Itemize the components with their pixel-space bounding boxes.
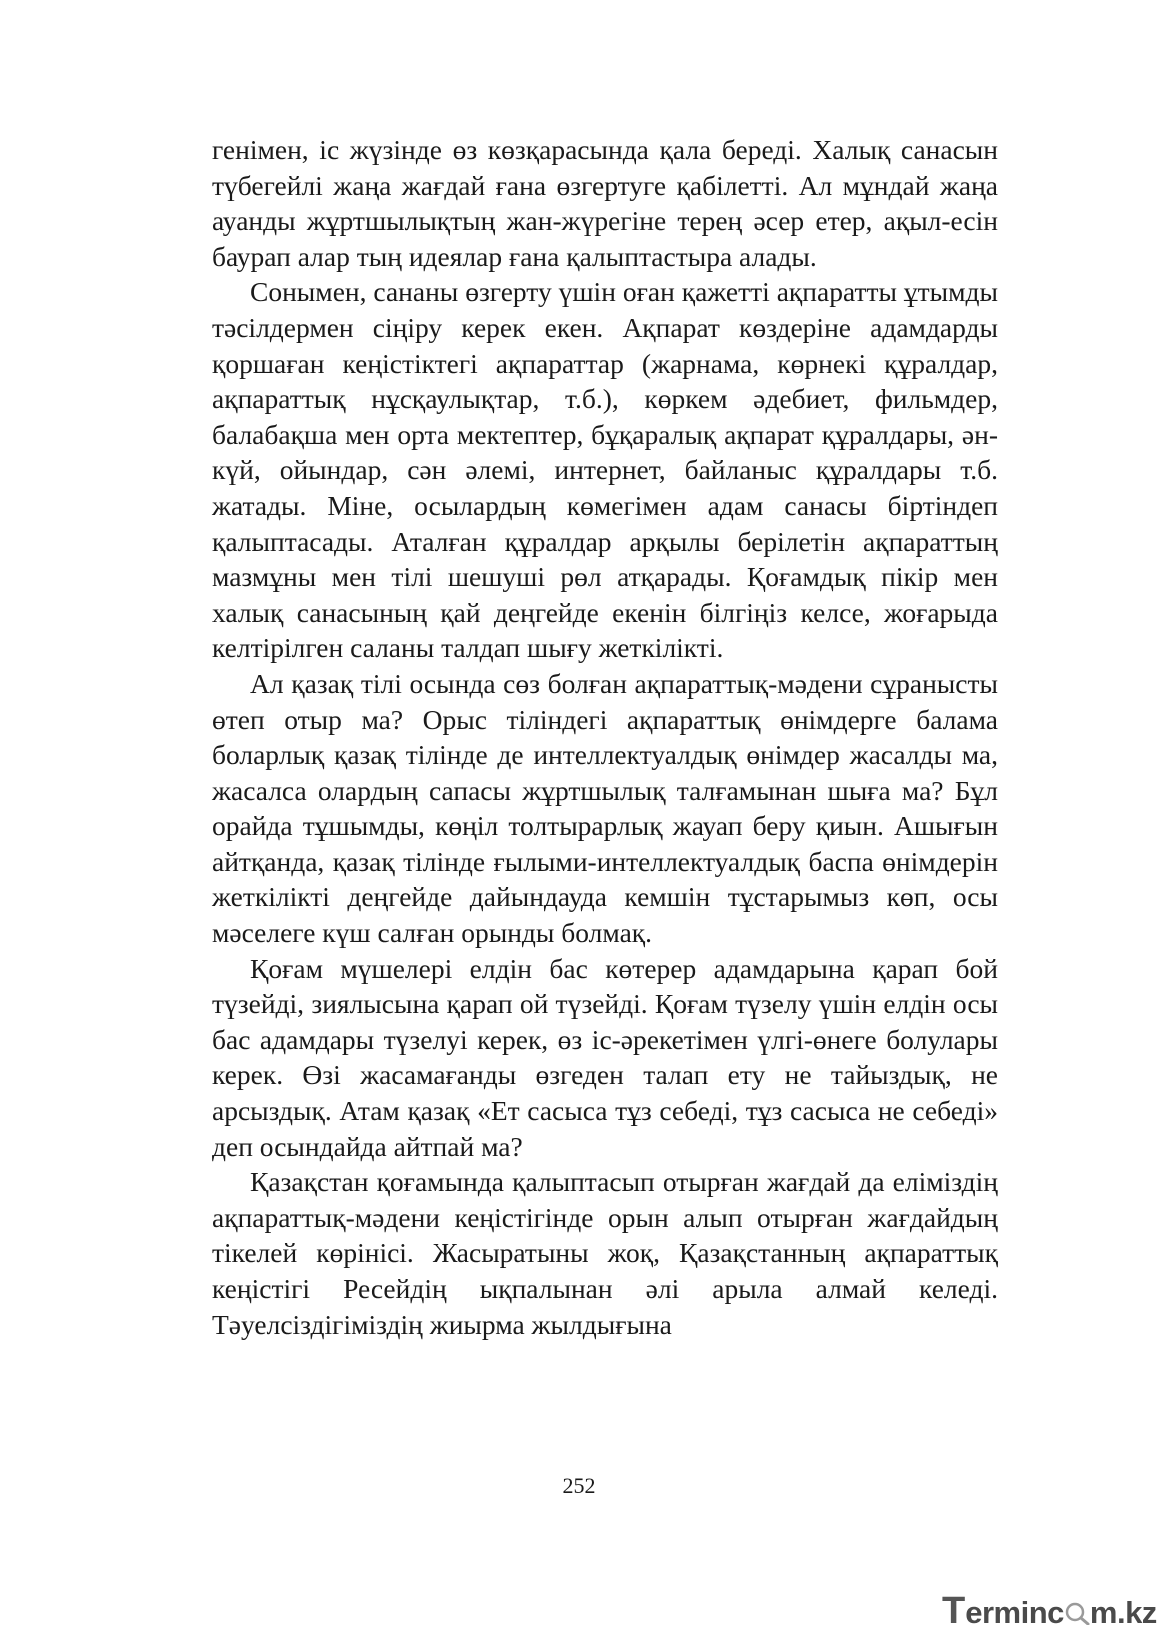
watermark-text-end: m.kz: [1089, 1595, 1157, 1630]
paragraph-2: Сонымен, сананы өзгерту үшін оған қажетті ақпаратты ұтымды тәсілдермен сіңіру керек екен. Ақпарат көздеріне адамдарды қоршаған кеңістіктегі ақпараттар (жарнама, көрнекі құралдар, ақпараттық нұсқаулықтар, т.б.), көркем әдебиет, фильмдер, балабақша мен орта мектептер, бұқаралық ақпарат құралдары, ән-күй, ойындар, сән әлемі, интернет, байланыс құралдары т.б. жатады. Міне, осылардың көмегімен адам санасы біртіндеп қалыптасады. Аталған құралдар арқылы берілетін ақпараттың мазмұны мен тілі шешуші рөл атқарады. Қоғамдық пікір мен халық санасының қай деңгейде екенін білгіңіз келсе, жоғарыда келтірілген саланы талдап шығу жеткілікті.: [212, 276, 998, 664]
page-number: 252: [562, 1473, 596, 1498]
paragraph-5: Қазақстан қоғамында қалыптасып отырған жағдай да еліміздің ақпараттық-мәдени кеңістігінде орын алып отырған жағдайдың тікелей көрінісі. Жасыратыны жоқ, Қазақстанның ақпараттық кеңістігі Ресейдің ықпалынан әлі арыла алмай келеді. Тәуелсіздігіміздің жиырма жылдығына: [212, 1166, 998, 1340]
paragraph-3: Ал қазақ тілі осында сөз болған ақпараттық-мәдени сұранысты өтеп отыр ма? Орыс тіліндегі ақпараттық өнімдерге балама боларлық қазақ тілінде де интеллектуалдық өнімдер жасалды ма, жасалса олардың сапасы жұртшылық талғамынан шыға ма? Бұл орайда тұшымды, көңіл толтырарлық жауап беру қиын. Ашығын айтқанда, қазақ тілінде ғылыми-интеллектуалдық баспа өнімдерін жеткілікті деңгейде дайындауда кемшін тұстарымыз көп, осы мәселеге күш салған орынды болмақ.: [212, 667, 998, 949]
magnifier-icon: [1064, 1597, 1090, 1619]
termincom-watermark: [942, 1590, 1157, 1632]
page-body: [212, 132, 998, 1342]
watermark-letter-t: T: [942, 1590, 966, 1632]
paragraph-1: генімен, іс жүзінде өз көзқарасында қала береді. Халық санасын түбегейлі жаңа жағдай ғана өзгертуге қабілетті. Ал мұндай жаңа ауанды жұртшылықтың жан-жүрегіне терең әсер етер, ақыл-есін баурап алар тың идеялар ғана қалыптастыра алады.: [212, 134, 998, 272]
paragraph-4: Қоғам мүшелері елдін бас көтерер адамдарына қарап бой түзейді, зиялысына қарап ой түзейді. Қоғам түзелу үшін елдін осы бас адамдары түзелуі керек, өз іс-әрекетімен үлгі-өнеге болулары керек. Өзі жасамағанды өзгеден талап ету не тайыздық, не арсыздық. Атам қазақ «Ет сасыса тұз себеді, тұз сасыса не себеді» деп осындайда айтпай ма?: [212, 952, 998, 1162]
watermark-text-start: erminc: [965, 1595, 1064, 1630]
